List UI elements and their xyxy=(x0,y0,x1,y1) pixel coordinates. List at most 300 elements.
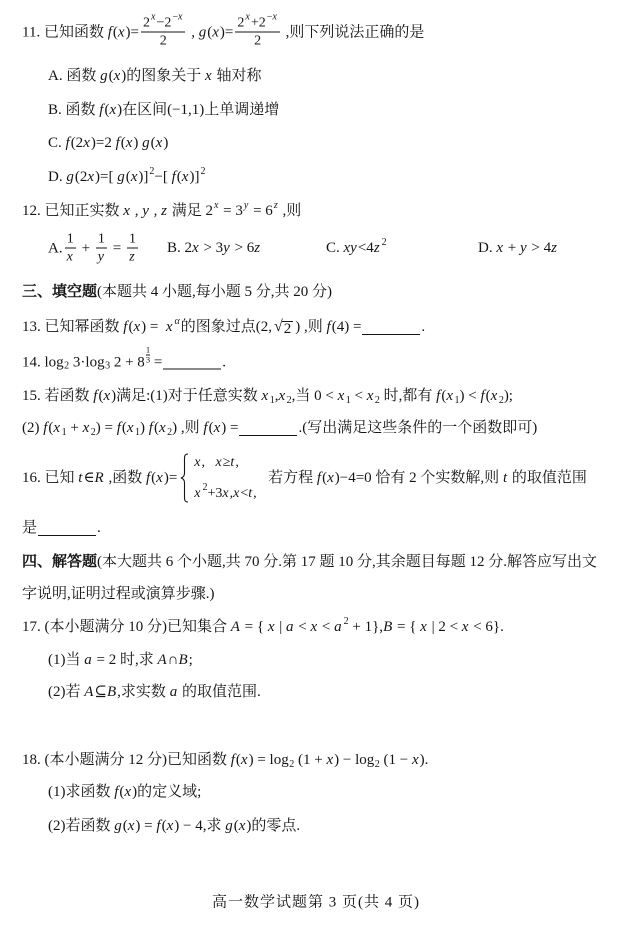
math-variable: a xyxy=(169,684,178,700)
text-run: > 4 xyxy=(527,240,552,256)
text-run: , xyxy=(201,454,216,470)
math-variable: x xyxy=(194,454,201,470)
text-run: )满足:(1)对于任意实数 xyxy=(111,388,262,404)
text-run: )的定义域; xyxy=(132,784,202,800)
math-variable: x xyxy=(124,784,132,800)
text-run: , xyxy=(229,485,234,501)
text-run: (1 − xyxy=(379,752,412,768)
text-run: 1 xyxy=(128,231,136,247)
math-variable: x xyxy=(151,11,156,23)
text-run: −2 xyxy=(156,15,172,31)
text-run: = { xyxy=(393,619,421,635)
subscript: 2 xyxy=(90,426,96,438)
math-variable: x xyxy=(233,485,240,501)
math-variable: x xyxy=(113,68,121,84)
math-variable: x xyxy=(117,24,125,40)
text-run: + xyxy=(77,240,94,256)
fraction-denominator xyxy=(96,248,107,265)
text-run: ) − 4,求 xyxy=(174,818,226,834)
text-run: ( xyxy=(151,470,157,486)
text-run: > 6 xyxy=(230,240,255,256)
math-variable: x xyxy=(213,420,221,436)
text-run: ( xyxy=(150,135,156,151)
question-11-option-b xyxy=(48,101,279,119)
text-run: ( xyxy=(235,752,241,768)
subscript: 2 xyxy=(498,394,504,406)
math-variable: x xyxy=(133,319,141,335)
section-title: 四、解答题 xyxy=(22,554,98,570)
math-variable: x xyxy=(222,485,229,501)
text-run: )在区间(−1,1)上单调递增 xyxy=(117,102,280,118)
math-variable: g xyxy=(66,169,74,185)
math-variable: x xyxy=(181,169,189,185)
text-run: ( xyxy=(112,24,118,40)
math-variable: x xyxy=(496,240,504,256)
text-run: | 2 < xyxy=(427,619,462,635)
text-run: ) = xyxy=(135,818,157,834)
text-run: 2 xyxy=(143,15,151,31)
text-run: , xyxy=(274,388,279,404)
math-variable: x xyxy=(194,485,201,501)
superscript xyxy=(214,200,219,211)
math-variable: y xyxy=(519,240,527,256)
text-run: 16. 已知 xyxy=(22,470,79,486)
math-variable: f xyxy=(436,388,441,404)
text-run: (1)当 xyxy=(48,652,85,668)
text-run: −[ xyxy=(154,169,172,185)
text-run: )的图象关于 xyxy=(121,68,206,84)
math-variable: g xyxy=(100,68,108,84)
radical-sign: √ xyxy=(274,318,283,335)
text-run: 12. 已知正实数 xyxy=(22,203,124,219)
math-variable: x xyxy=(127,818,135,834)
fraction-denominator xyxy=(141,32,185,49)
math-variable: f xyxy=(43,420,48,436)
math-variable: g xyxy=(225,818,233,834)
text-run: )=[ xyxy=(95,169,118,185)
question-16-line-2 xyxy=(22,519,101,537)
text-run: ) = log xyxy=(248,752,289,768)
math-variable: x xyxy=(490,388,498,404)
superscript xyxy=(244,200,249,211)
text-run: ); xyxy=(503,388,513,404)
math-variable: x xyxy=(126,420,134,436)
text-run: ( xyxy=(108,68,114,84)
text-run: B. 函数 xyxy=(48,102,100,118)
answer-blank xyxy=(163,355,221,370)
fraction-numerator xyxy=(127,232,138,248)
text-run: 1 xyxy=(66,231,74,247)
text-run: 轴对称 xyxy=(212,68,262,84)
section-4-heading-line-2 xyxy=(22,585,215,603)
math-variable: a xyxy=(334,619,342,635)
math-variable: f xyxy=(65,135,70,151)
fraction-denominator xyxy=(127,248,138,265)
text-run: − xyxy=(172,11,179,23)
text-run: D. xyxy=(478,240,497,256)
text-run: ( xyxy=(125,169,131,185)
math-variable: f xyxy=(203,420,208,436)
math-variable: x xyxy=(278,388,286,404)
left-brace xyxy=(180,453,189,503)
text-run: 2 xyxy=(237,15,245,31)
text-run: ( xyxy=(119,784,125,800)
text-run: ,则 xyxy=(278,203,302,219)
subscript: 2 xyxy=(374,758,380,770)
math-variable: f xyxy=(107,24,112,40)
text-run: ; xyxy=(188,652,193,668)
text-run: D. xyxy=(48,169,67,185)
math-variable: t xyxy=(248,485,253,501)
text-run: , xyxy=(235,454,239,470)
fraction-numerator xyxy=(96,232,107,248)
text-run: A. 函数 xyxy=(48,68,101,84)
math-variable: f xyxy=(230,752,235,768)
text-run: )的零点. xyxy=(246,818,301,834)
text-run: ,函数 xyxy=(104,470,146,486)
section-3-heading xyxy=(22,283,332,301)
text-run: < xyxy=(318,619,335,635)
text-run: ) ,则 xyxy=(172,420,204,436)
text-run: 17. (本小题满分 10 分)已知集合 xyxy=(22,619,231,635)
text-run: ( xyxy=(176,169,182,185)
text-run: = { xyxy=(240,619,268,635)
math-variable: A xyxy=(157,652,167,668)
superscript xyxy=(267,12,278,23)
section-title: 三、填空题 xyxy=(22,284,98,300)
math-variable: x xyxy=(240,752,248,768)
text-run: 14. log xyxy=(22,354,64,370)
text-run: ) < xyxy=(459,388,481,404)
math-variable: f xyxy=(171,169,176,185)
fraction xyxy=(96,232,107,265)
text-run: )= xyxy=(125,24,140,40)
fraction xyxy=(141,11,185,49)
question-12-option-d xyxy=(478,239,558,257)
math-variable: x xyxy=(215,454,222,470)
text-run: ). xyxy=(419,752,429,768)
math-variable: x xyxy=(130,169,138,185)
math-variable: x xyxy=(156,470,163,486)
math-variable: y xyxy=(142,203,149,219)
text-run: 1 xyxy=(97,231,105,247)
superscript: 2 xyxy=(200,165,206,177)
text-run: . xyxy=(97,520,101,536)
math-variable: x xyxy=(109,102,117,118)
question-11-option-c xyxy=(48,134,168,152)
text-run: 的取值范围. xyxy=(178,684,261,700)
case-row xyxy=(194,454,256,472)
text-run: + 1}, xyxy=(348,619,384,635)
math-variable: x xyxy=(267,619,275,635)
math-variable: a xyxy=(286,619,294,635)
text-run: 2 xyxy=(254,33,262,49)
question-12-option-b xyxy=(167,239,261,257)
math-variable: x xyxy=(165,319,173,335)
text-run: = xyxy=(150,354,163,370)
math-variable: R xyxy=(94,470,104,486)
math-variable: y xyxy=(97,249,104,265)
text-run: ) xyxy=(140,420,149,436)
math-variable: A xyxy=(230,619,240,635)
superscript xyxy=(274,200,279,211)
text-run: , xyxy=(149,203,162,219)
section-4-heading-line-1 xyxy=(22,553,597,571)
text-run: ) = xyxy=(141,319,166,335)
question-12-option-a xyxy=(48,232,140,265)
superscript xyxy=(175,316,181,327)
math-variable: x xyxy=(125,135,133,151)
question-14 xyxy=(22,344,227,372)
math-variable: y xyxy=(223,240,230,256)
text-run: ) ,则 xyxy=(295,319,327,335)
text-run: 11. 已知函数 xyxy=(22,24,108,40)
math-variable: x xyxy=(366,388,374,404)
math-variable: f xyxy=(116,420,121,436)
text-run: )] xyxy=(138,169,149,185)
math-variable: x xyxy=(446,388,453,404)
subscript: 2 xyxy=(286,394,292,406)
text-run: 15. 若函数 xyxy=(22,388,94,404)
text-run: 字说明,证明过程或演算步骤.) xyxy=(22,586,215,602)
text-run: > 3 xyxy=(199,240,224,256)
text-run: ,求实数 xyxy=(117,684,170,700)
text-run: 满足 2 xyxy=(167,203,213,219)
fraction-numerator xyxy=(65,232,76,248)
question-17-part-2 xyxy=(48,683,261,701)
answer-blank xyxy=(38,521,96,536)
text-run: < xyxy=(350,388,367,404)
math-variable: y xyxy=(243,199,249,211)
subscript: 2 xyxy=(64,360,70,372)
text-run: 13. 已知幂函数 xyxy=(22,319,124,335)
exponent-denominator: 3 xyxy=(145,354,151,365)
math-variable: f xyxy=(99,102,104,118)
subscript: 3 xyxy=(105,360,111,372)
text-run: < xyxy=(294,619,311,635)
superscript xyxy=(172,12,183,23)
math-variable: g xyxy=(114,818,122,834)
question-16-line-1 xyxy=(22,453,587,503)
text-run: <4 xyxy=(357,240,374,256)
text-run: (2 xyxy=(70,135,84,151)
math-variable: A xyxy=(84,684,94,700)
text-run: )] xyxy=(189,169,200,185)
math-variable: f xyxy=(114,784,119,800)
text-run: (2 xyxy=(74,169,88,185)
superscript: 2 xyxy=(381,236,387,248)
fraction-denominator xyxy=(235,32,279,49)
fraction-denominator xyxy=(65,248,76,265)
subscript: 1 xyxy=(61,426,67,438)
text-run: ( xyxy=(104,102,110,118)
text-run: ) − log xyxy=(334,752,375,768)
math-variable: x xyxy=(272,11,277,23)
text-run: − xyxy=(266,11,273,23)
text-run: ≥ xyxy=(222,454,231,470)
text-run: (1 + xyxy=(294,752,327,768)
text-run: . xyxy=(222,354,227,370)
text-run: ∩ xyxy=(167,652,179,668)
text-run: ) xyxy=(163,135,169,151)
math-variable: x xyxy=(87,169,95,185)
text-run: ( xyxy=(122,818,128,834)
math-variable: z xyxy=(161,203,167,219)
text-run: + xyxy=(66,420,83,436)
text-run: (本大题共 6 个小题,共 70 分.第 17 题 10 分,其余题目每题 12 分.解答应写出文 xyxy=(97,554,598,570)
text-run: . xyxy=(421,319,426,335)
math-variable: x xyxy=(238,818,246,834)
brace-stroke xyxy=(181,454,188,502)
math-variable: t xyxy=(230,454,235,470)
fraction xyxy=(65,232,76,265)
subscript: 1 xyxy=(454,394,460,406)
text-run: , xyxy=(187,24,199,40)
text-run: = 6 xyxy=(249,203,273,219)
math-variable: f xyxy=(115,135,120,151)
math-variable: z xyxy=(254,240,261,256)
exponent-fraction xyxy=(146,346,150,365)
text-run: ) = xyxy=(221,420,239,436)
text-run: ) xyxy=(133,135,143,151)
text-run: ( xyxy=(48,420,54,436)
math-variable: z xyxy=(273,199,278,211)
text-run: ( xyxy=(485,388,491,404)
subscript: 1 xyxy=(345,394,351,406)
text-run: )= xyxy=(163,470,178,486)
fraction xyxy=(235,11,279,49)
math-variable: x xyxy=(261,388,269,404)
math-variable: x xyxy=(166,818,174,834)
math-variable: t xyxy=(502,470,508,486)
math-variable: x xyxy=(411,752,419,768)
subscript: 2 xyxy=(167,426,173,438)
superscript xyxy=(151,12,156,23)
text-run: ( xyxy=(161,818,167,834)
math-variable: x xyxy=(123,203,130,219)
math-variable: x xyxy=(178,11,183,23)
question-18-part-2 xyxy=(48,817,300,835)
text-run: B. 2 xyxy=(167,240,193,256)
text-run: C. xyxy=(48,135,66,151)
answer-blank xyxy=(239,421,297,436)
text-run: 2 xyxy=(159,33,167,49)
math-variable: x xyxy=(192,240,199,256)
math-variable: f xyxy=(148,420,153,436)
case-row xyxy=(194,482,257,503)
fraction-numerator xyxy=(235,11,279,32)
text-run: = xyxy=(109,240,125,256)
math-variable: f xyxy=(145,470,151,486)
text-run: ( xyxy=(120,135,126,151)
text-run: ) = xyxy=(95,420,117,436)
math-variable: α xyxy=(174,315,180,327)
math-variable: x xyxy=(155,135,163,151)
math-variable: x xyxy=(158,420,166,436)
subscript: 1 xyxy=(135,426,141,438)
text-run: (2)若函数 xyxy=(48,818,115,834)
math-variable: x xyxy=(310,619,318,635)
math-variable: x xyxy=(66,249,73,265)
math-variable: f xyxy=(480,388,485,404)
math-variable: x xyxy=(245,11,250,23)
math-variable: x xyxy=(326,752,334,768)
text-run: .(写出满足这些条件的一个函数即可) xyxy=(298,420,538,436)
square-root xyxy=(274,318,293,336)
text-run: )= xyxy=(219,24,234,40)
text-run: 18. (本小题满分 12 分)已知函数 xyxy=(22,752,231,768)
superscript xyxy=(245,12,250,23)
subscript: 2 xyxy=(289,758,295,770)
subscript: 1 xyxy=(269,394,275,406)
text-run: +2 xyxy=(250,15,266,31)
math-variable: g xyxy=(117,169,125,185)
math-variable: f xyxy=(316,470,322,486)
math-variable: x xyxy=(337,388,345,404)
text-run: ( xyxy=(322,470,328,486)
math-variable: g xyxy=(198,24,207,40)
math-variable: B xyxy=(178,652,188,668)
text-run: )−4=0 恰有 2 个实数解,则 xyxy=(334,470,503,486)
text-run: C. xyxy=(326,240,344,256)
text-run: ( xyxy=(98,388,104,404)
math-variable: x xyxy=(103,388,111,404)
question-15-line-1 xyxy=(22,387,513,405)
text-run: ( xyxy=(207,24,213,40)
piecewise-definition xyxy=(180,453,256,503)
text-run: = 2 时,求 xyxy=(92,652,158,668)
text-run: (2) xyxy=(22,420,44,436)
text-run: + xyxy=(504,240,520,256)
text-run: < 6}. xyxy=(469,619,504,635)
math-variable: g xyxy=(142,135,150,151)
text-run: ( xyxy=(233,818,239,834)
math-variable: f xyxy=(156,818,161,834)
math-variable: z xyxy=(551,240,557,256)
superscript: 2 xyxy=(149,165,155,177)
math-variable: f xyxy=(326,319,331,335)
text-run: ,当 0 < xyxy=(291,388,338,404)
question-18-part-1 xyxy=(48,783,201,801)
text-run: ⊆ xyxy=(94,684,107,700)
math-variable: x xyxy=(327,470,334,486)
text-run: 的取值范围 xyxy=(508,470,587,486)
question-11-option-a xyxy=(48,67,261,85)
text-run: ( xyxy=(441,388,447,404)
math-variable: x xyxy=(53,420,61,436)
superscript: 2 xyxy=(202,482,208,493)
text-run: ( xyxy=(208,420,214,436)
exponent-numerator: 1 xyxy=(145,344,151,355)
text-run: 3·log xyxy=(69,354,105,370)
math-variable: x xyxy=(205,68,212,84)
math-variable: x xyxy=(82,420,90,436)
fraction xyxy=(127,232,138,265)
question-11-option-d xyxy=(48,165,206,186)
math-variable: x xyxy=(83,135,90,151)
math-variable: x xyxy=(420,619,427,635)
radicand: 2 xyxy=(283,321,292,337)
math-variable: z xyxy=(373,240,380,256)
text-run: )=2 xyxy=(90,135,116,151)
text-run: ( xyxy=(153,420,159,436)
math-variable: B xyxy=(383,619,393,635)
question-13 xyxy=(22,315,426,337)
question-18-stem xyxy=(22,751,428,769)
text-run: (4) = xyxy=(331,319,362,335)
text-run: | xyxy=(275,619,287,635)
answer-blank xyxy=(362,320,420,335)
